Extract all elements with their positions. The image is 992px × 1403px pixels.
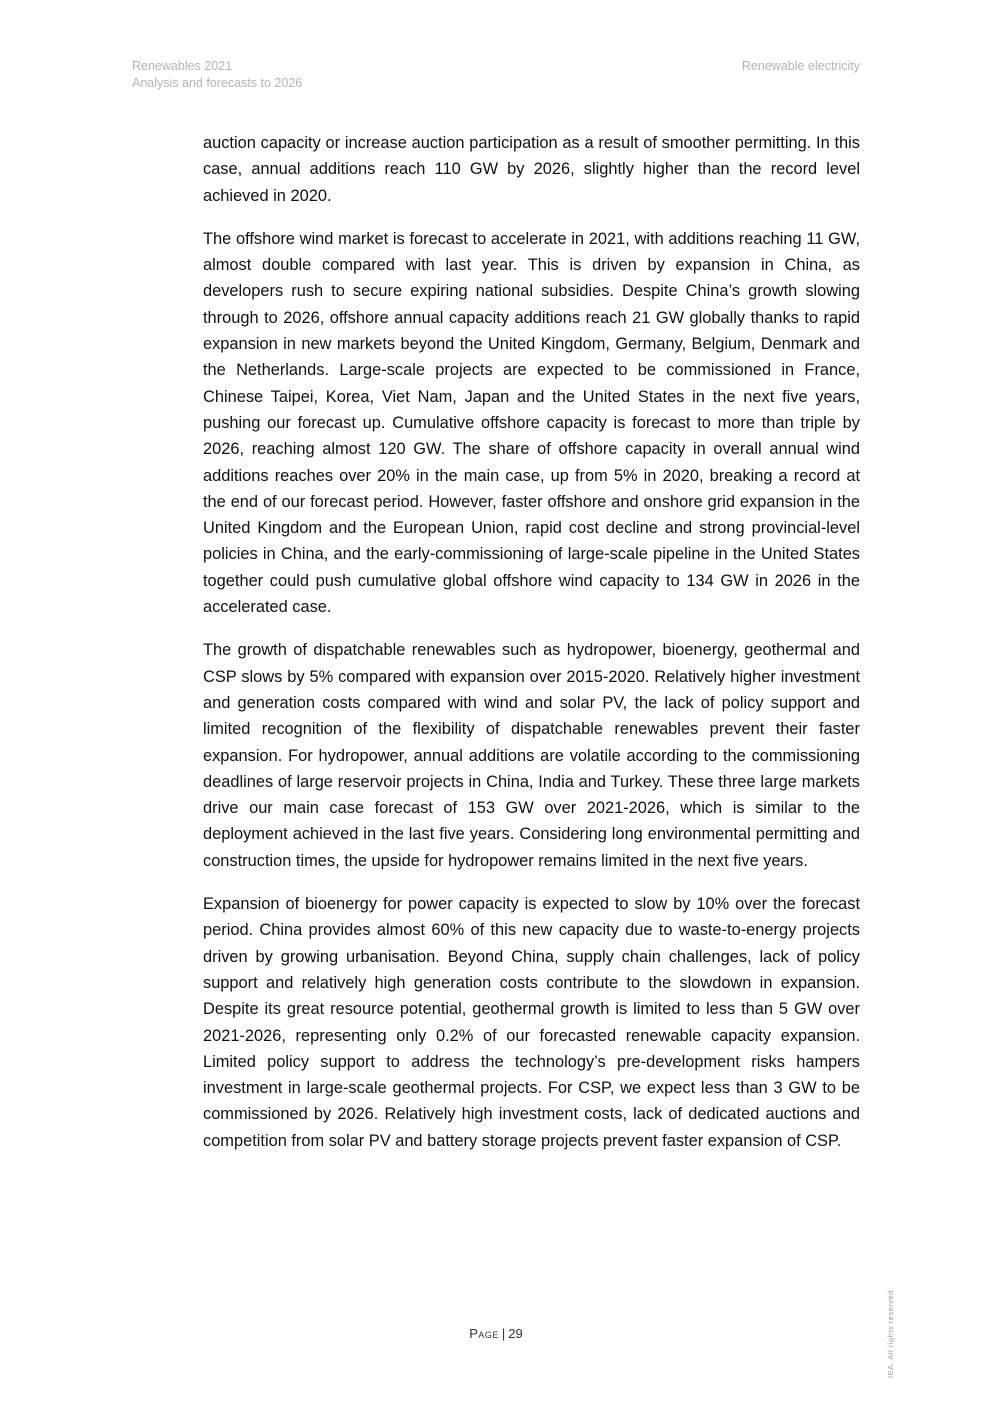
running-header-title-block: [132, 58, 302, 92]
copyright-notice: IEA. All rights reserved.: [886, 1287, 895, 1378]
section-title: Renewable electricity: [741, 59, 860, 73]
paragraph-1: auction capacity or increase auction participation as a result of smoother permitting. In this case, annual additions reach 110 GW by 2026, slightly higher than the record level achieved in 2020.: [203, 134, 860, 205]
paragraph-3: The growth of dispatchable renewables such as hydropower, bioenergy, geothermal and CSP slows by 5% compared with expansion over 2015-2020. Relatively higher investment and generation costs compared with wind and solar PV, the lack of policy support and limited recognition of the flexibility of dispatchable renewables prevent their faster expansion. For hydropower, annual additions are volatile according to the commissioning deadlines of large reservoir projects in China, India and Turkey. These three large markets drive our main case forecast of 153 GW over 2021-2026, which is similar to the deployment achieved in the last five years. Considering long environmental permitting and construction times, the upside for hydropower remains limited in the next five years.: [203, 641, 860, 870]
page-number: 29: [508, 1326, 523, 1341]
page-separator: |: [501, 1326, 506, 1341]
page-label: Page: [469, 1326, 499, 1341]
report-subtitle: Analysis and forecasts to 2026: [132, 76, 303, 90]
report-title: Renewables 2021: [132, 59, 233, 73]
body-text: [203, 130, 860, 1171]
page-footer: [0, 1326, 992, 1341]
paragraph-2: The offshore wind market is forecast to accelerate in 2021, with additions reaching 11 GW, almost double compared with last year. This is driven by expansion in China, as developers rush to secure expiring national subsidies. Despite China’s growth slowing through to 2026, offshore annual capacity additions reach 21 GW globally thanks to rapid expansion in new markets beyond the United Kingdom, Germany, Belgium, Denmark and the Netherlands. Large-scale projects are expected to be commissioned in France, Chinese Taipei, Korea, Viet Nam, Japan and the United States in the next five years, pushing our forecast up. Cumulative offshore capacity is forecast to more than triple by 2026, reaching almost 120 GW. The share of offshore capacity in overall annual wind additions reaches over 20% in the main case, up from 5% in 2020, breaking a record at the end of our forecast period. However, faster offshore and onshore grid expansion in the United Kingdom and the European Union, rapid cost decline and strong provincial-level policies in China, and the early-commissioning of large-scale pipeline in the United States together could push cumulative global offshore wind capacity to 134 GW in 2026 in the accelerated case.: [203, 229, 860, 617]
paragraph-4: Expansion of bioenergy for power capacity is expected to slow by 10% over the forecast period. China provides almost 60% of this new capacity due to waste-to-energy projects driven by growing urbanisation. Beyond China, supply chain challenges, lack of policy support and relatively high generation costs contribute to the slowdown in expansion. Despite its great resource potential, geothermal growth is limited to less than 5 GW over 2021-2026, representing only 0.2% of our forecasted renewable capacity expansion. Limited policy support to address the technology’s pre-development risks hampers investment in large-scale geothermal projects. For CSP, we expect less than 3 GW to be commissioned by 2026. Relatively high investment costs, lack of dedicated auctions and competition from solar PV and battery storage projects prevent faster expansion of CSP.: [203, 895, 860, 1150]
